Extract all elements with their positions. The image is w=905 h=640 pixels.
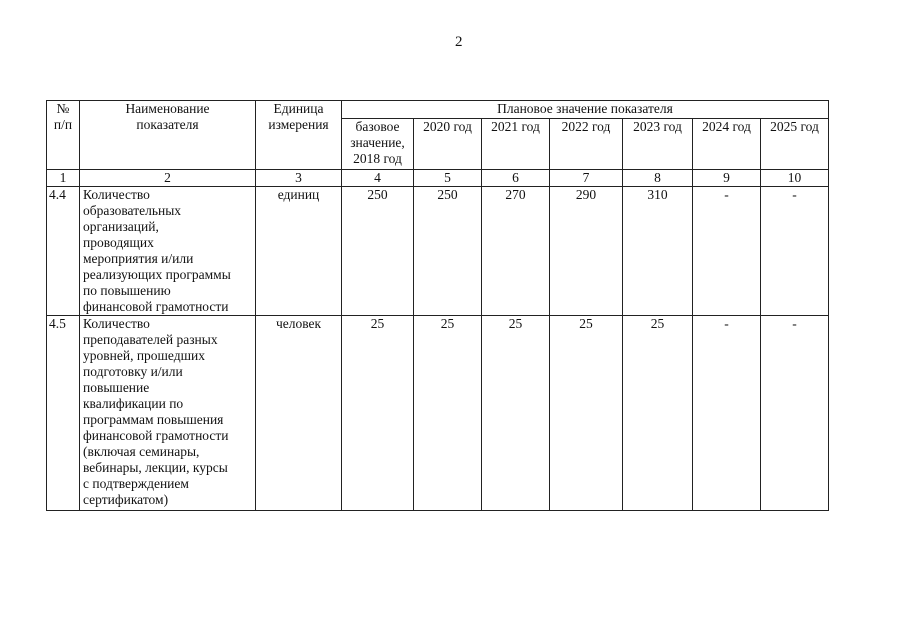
header-2023: 2023 год xyxy=(623,119,693,170)
value-cell: 25 xyxy=(550,316,623,511)
value-cell: 25 xyxy=(482,316,550,511)
indicators-table xyxy=(46,100,829,511)
unit-cell: человек xyxy=(256,316,342,511)
header-2020: 2020 год xyxy=(414,119,482,170)
header-2021: 2021 год xyxy=(482,119,550,170)
table-row xyxy=(47,316,829,511)
column-index: 10 xyxy=(761,170,829,187)
value-cell: 25 xyxy=(342,316,414,511)
header-base-2018: базовое значение, 2018 год xyxy=(342,119,414,170)
indicator-name: Количество образовательных организаций, проводящих мероприятия и/или реализующих программы по повышению финансовой грамотности xyxy=(80,187,256,316)
column-index: 8 xyxy=(623,170,693,187)
header-2024: 2024 год xyxy=(693,119,761,170)
column-index: 7 xyxy=(550,170,623,187)
header-num: № п/п xyxy=(47,101,80,170)
row-number: 4.5 xyxy=(47,316,80,511)
header-planned-value: Плановое значение показателя xyxy=(342,101,829,119)
indicator-name: Количество преподавателей разных уровней, прошедших подготовку и/или повышение квалификации по программам повышения финансовой грамотности (включая семинары, вебинары, лекции, курсы с подтверждением сертификатом) xyxy=(80,316,256,511)
value-cell: - xyxy=(761,187,829,316)
table-row xyxy=(47,187,829,316)
value-cell: 250 xyxy=(414,187,482,316)
column-index: 1 xyxy=(47,170,80,187)
page-number: 2 xyxy=(455,34,463,50)
column-index: 2 xyxy=(80,170,256,187)
value-cell: 25 xyxy=(623,316,693,511)
column-index: 4 xyxy=(342,170,414,187)
header-2025: 2025 год xyxy=(761,119,829,170)
value-cell: - xyxy=(693,187,761,316)
column-index: 6 xyxy=(482,170,550,187)
header-name: Наименование показателя xyxy=(80,101,256,170)
column-index: 5 xyxy=(414,170,482,187)
value-cell: - xyxy=(693,316,761,511)
header-2022: 2022 год xyxy=(550,119,623,170)
value-cell: 290 xyxy=(550,187,623,316)
value-cell: - xyxy=(761,316,829,511)
value-cell: 250 xyxy=(342,187,414,316)
column-index: 3 xyxy=(256,170,342,187)
column-index-row xyxy=(47,170,829,187)
header-unit: Единица измерения xyxy=(256,101,342,170)
value-cell: 270 xyxy=(482,187,550,316)
unit-cell: единиц xyxy=(256,187,342,316)
value-cell: 310 xyxy=(623,187,693,316)
value-cell: 25 xyxy=(414,316,482,511)
column-index: 9 xyxy=(693,170,761,187)
header-row-top xyxy=(47,101,829,119)
row-number: 4.4 xyxy=(47,187,80,316)
